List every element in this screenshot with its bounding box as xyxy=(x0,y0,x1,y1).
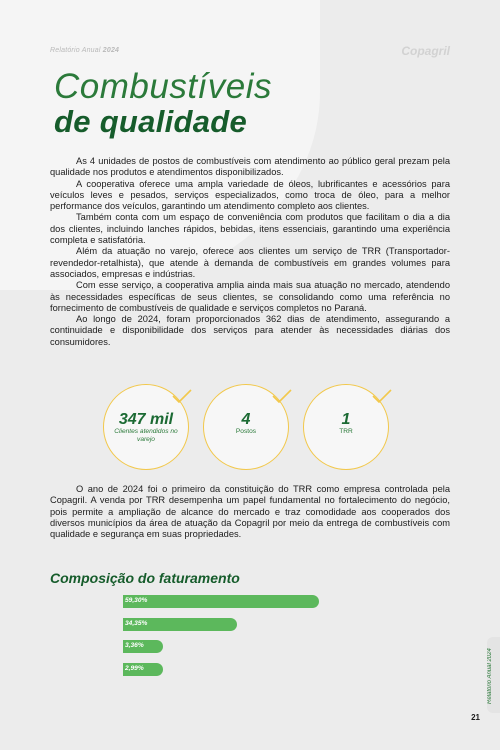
bar-value-label: 59,30% xyxy=(125,597,148,604)
stat-value: 4 xyxy=(241,411,251,428)
bar-row xyxy=(0,640,340,654)
page-title-line1: Combustíveis xyxy=(54,67,273,106)
page-number: 21 xyxy=(471,713,480,722)
report-header-prefix: Relatório Anual xyxy=(50,47,101,54)
stat-label: Clientes atendidos no varejo xyxy=(114,428,178,443)
bar xyxy=(123,595,319,608)
bar-row xyxy=(0,595,340,609)
paragraph: As 4 unidades de postos de combustíveis com atendimento ao público geral prezam pela qualidade nos produtos e atendimentos disponibilizados. xyxy=(50,156,450,178)
bar-row xyxy=(0,618,340,632)
revenue-bar-chart xyxy=(0,595,500,685)
report-header xyxy=(50,47,119,54)
report-header-year: 2024 xyxy=(102,47,120,54)
stat-label: TRR xyxy=(339,428,353,435)
stat-circle-trr xyxy=(303,384,389,470)
check-icon xyxy=(172,389,192,403)
page-title-line2: de qualidade xyxy=(54,104,248,139)
side-report-label: Relatório Anual 2024 xyxy=(487,648,493,704)
stat-circle-clients xyxy=(103,384,189,470)
chart-title: Composição do faturamento xyxy=(50,570,240,586)
paragraph: Com esse serviço, a cooperativa amplia ainda mais sua atuação no mercado, atendendo às necessidades específicas de seus clientes, se consolidando como uma referência no fornecimento de combustíveis de qualidade e serviços completos no Paraná. xyxy=(50,280,450,313)
stat-value: 347 mil xyxy=(118,411,174,428)
paragraph: Além da atuação no varejo, oferece aos clientes um serviço de TRR (Transportador-revendedor-retalhista), que atende à demanda de combustíveis em grandes volumes para associados, empresas e indústrias. xyxy=(50,246,450,279)
check-icon xyxy=(272,389,292,403)
stat-value: 1 xyxy=(341,411,351,428)
bar-row xyxy=(0,663,340,677)
paragraph: Também conta com um espaço de conveniência com produtos que facilitam o dia a dia dos clientes, incluindo lanches rápidos, bebidas, itens essenciais, garantindo uma experiência completa e satisfatória. xyxy=(50,212,450,246)
stats-row xyxy=(103,384,403,474)
check-icon xyxy=(372,389,392,403)
bar-value-label: 34,35% xyxy=(125,619,148,627)
paragraph: O ano de 2024 foi o primeiro da constituição do TRR como empresa controlada pela Copagril. A venda por TRR desempenha um papel fundamental no fortalecimento do negócio, pois permite a ampliação de alcance do mercado e traz comodidade aos cooperados dos diversos municípios da área de atuação da Copagril por meio da entrega de combustíveis com qualidade e segurança em suas propriedades. xyxy=(50,484,450,540)
bar-value-label: 3,36% xyxy=(125,642,144,649)
paragraph: Ao longo de 2024, foram proporcionados 362 dias de atendimento, assegurando a continuidade e disponibilidade dos serviços para atender às necessidades diárias dos consumidores. xyxy=(50,314,450,347)
stat-circle-postos xyxy=(203,384,289,470)
paragraph: A cooperativa oferece uma ampla variedade de óleos, lubrificantes e acessórios para veículos leves e pesados, serviços especializados, como troca de óleo, para a melhor performance dos veículos, garantindo um atendimento completo aos clientes. xyxy=(50,178,450,212)
brand-logo: Copagril xyxy=(401,44,450,58)
body-text-bottom xyxy=(50,484,450,540)
bar-value-label: 2,99% xyxy=(125,664,144,672)
stat-label: Postos xyxy=(235,428,257,435)
body-text-top xyxy=(50,156,450,348)
